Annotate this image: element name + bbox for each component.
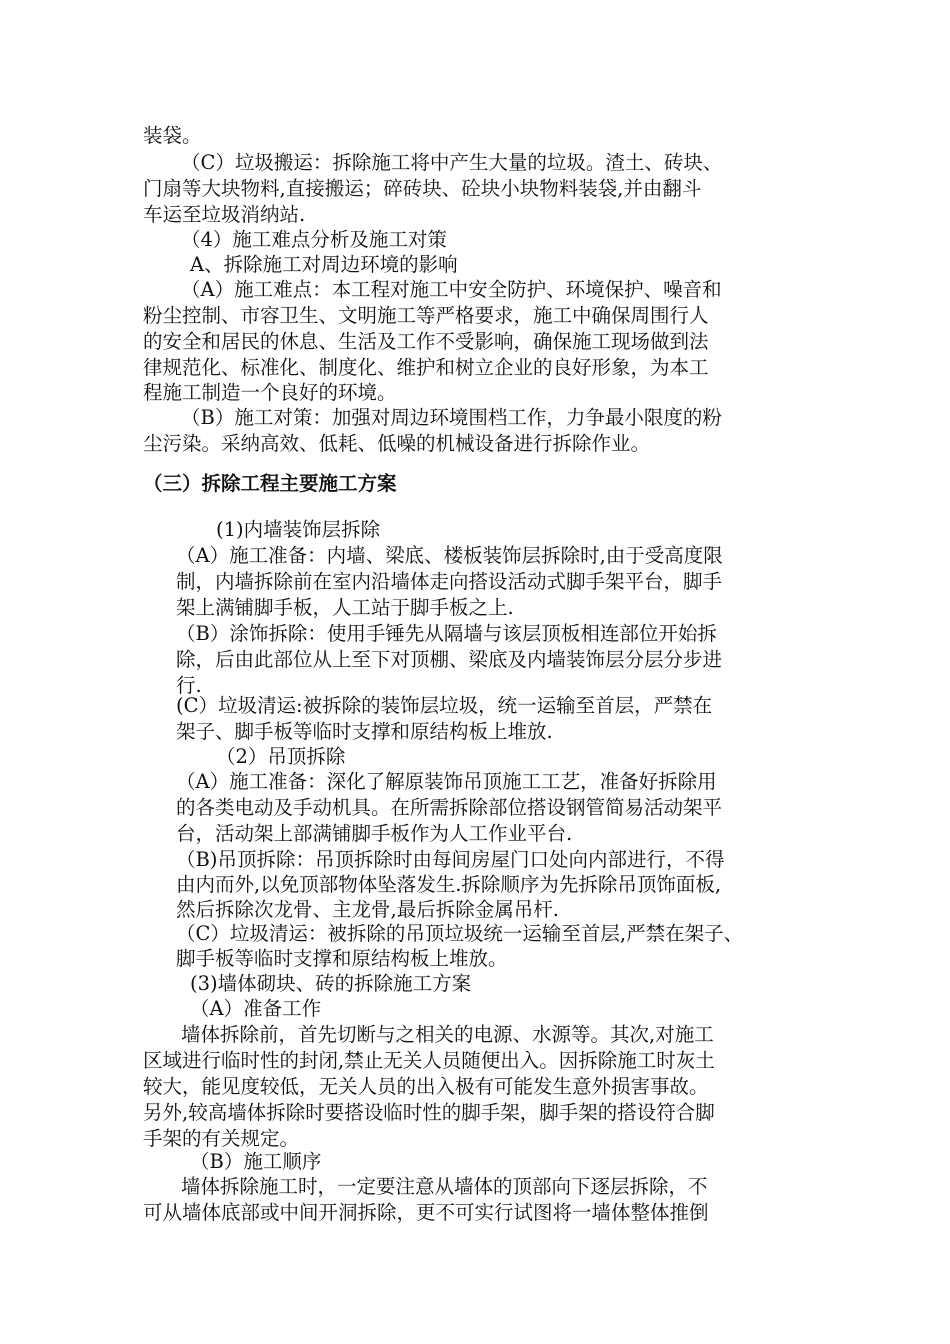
text-line: 装袋。 (143, 124, 202, 147)
text-line: （B)吊顶拆除：吊顶拆除时由每间房屋门口处向内部进行，不得 (176, 848, 725, 871)
text-line: 手架的有关规定。 (143, 1127, 300, 1150)
text-line: （C）垃圾清运：被拆除的吊顶垃圾统一运输至首层,严禁在架子、 (176, 922, 744, 945)
text-line: (C）垃圾清运:被拆除的装饰层垃圾，统一运输至首层，严禁在 (176, 694, 713, 717)
text-line: 然后拆除次龙骨、主龙骨,最后拆除金属吊杆. (176, 898, 559, 921)
text-line: （A）施工准备：深化了解原装饰吊顶施工工艺，准备好拆除用 (176, 770, 717, 793)
text-line: 可从墙体底部或中间开洞拆除，更不可实行试图将一墙体整体推倒 (143, 1201, 709, 1224)
text-line: 除，后由此部位从上至下对顶棚、梁底及内墙装饰层分层分步进 (176, 648, 723, 671)
section-heading: （三）拆除工程主要施工方案 (143, 472, 397, 495)
text-line: 墙体拆除前，首先切断与之相关的电源、水源等。其次,对施工 (181, 1023, 714, 1046)
text-line: 架子、脚手板等临时支撑和原结构板上堆放. (176, 720, 553, 743)
text-line: 的各类电动及手动机具。在所需拆除部位搭设钢管简易活动架平 (176, 796, 723, 819)
text-line: 由内而外,以免顶部物体坠落发生.拆除顺序为先拆除吊顶饰面板, (176, 873, 722, 896)
text-line: （4）施工难点分析及施工对策 (181, 228, 447, 251)
text-line: （C）垃圾搬运：拆除施工将中产生大量的垃圾。渣土、砖块、 (181, 151, 723, 174)
text-line: （A）准备工作 (190, 997, 322, 1020)
text-line: 程施工制造一个良好的环境。 (143, 381, 397, 404)
text-line: （A）施工难点：本工程对施工中安全防护、环境保护、噪音和 (181, 278, 722, 301)
text-line: 台，活动架上部满铺脚手板作为人工作业平台. (176, 822, 573, 845)
text-line: （A）施工准备：内墙、梁底、楼板装饰层拆除时,由于受高度限 (176, 544, 723, 567)
text-line: A、拆除施工对周边环境的影响 (190, 253, 458, 276)
text-line: 架上满铺脚手板，人工站于脚手板之上. (176, 596, 514, 619)
text-line: 尘污染。采纳高效、低耗、低噪的机械设备进行拆除作业。 (143, 432, 651, 455)
text-line: （B）涂饰拆除：使用手锤先从隔墙与该层顶板相连部位开始拆 (176, 622, 717, 645)
text-line: 较大，能见度较低，无关人员的出入极有可能发生意外损害事故。 (143, 1075, 709, 1098)
text-line: 行. (176, 674, 202, 697)
text-line: 脚手板等临时支撑和原结构板上堆放。 (176, 947, 508, 970)
text-line: 区域进行临时性的封闭,禁止无关人员随便出入。因拆除施工时灰土 (143, 1049, 715, 1072)
text-line: 律规范化、标准化、制度化、维护和树立企业的良好形象，为本工 (143, 356, 709, 379)
text-line: 墙体拆除施工时，一定要注意从墙体的顶部向下逐层拆除，不 (181, 1175, 708, 1198)
text-line: (3)墙体砌块、砖的拆除施工方案 (190, 972, 472, 995)
text-line: 制，内墙拆除前在室内沿墙体走向搭设活动式脚手架平台，脚手 (176, 570, 723, 593)
text-line: 门扇等大块物料,直接搬运；碎砖块、砼块小块物料装袋,并由翻斗 (143, 177, 702, 200)
text-line: 的安全和居民的休息、生活及工作不受影响，确保施工现场做到法 (143, 330, 709, 353)
text-line: （B）施工顺序 (190, 1150, 322, 1173)
text-line: （B）施工对策：加强对周边环境围档工作，力争最小限度的粉 (181, 406, 722, 429)
text-line: （2）吊顶拆除 (216, 745, 346, 768)
text-line: (1)内墙装饰层拆除 (216, 518, 381, 541)
text-line: 车运至垃圾消纳站. (143, 203, 306, 226)
text-line: 粉尘控制、市容卫生、文明施工等严格要求，施工中确保周围行人 (143, 304, 709, 327)
text-line: 另外,较高墙体拆除时要搭设临时性的脚手架，脚手架的搭设符合脚 (143, 1101, 715, 1124)
